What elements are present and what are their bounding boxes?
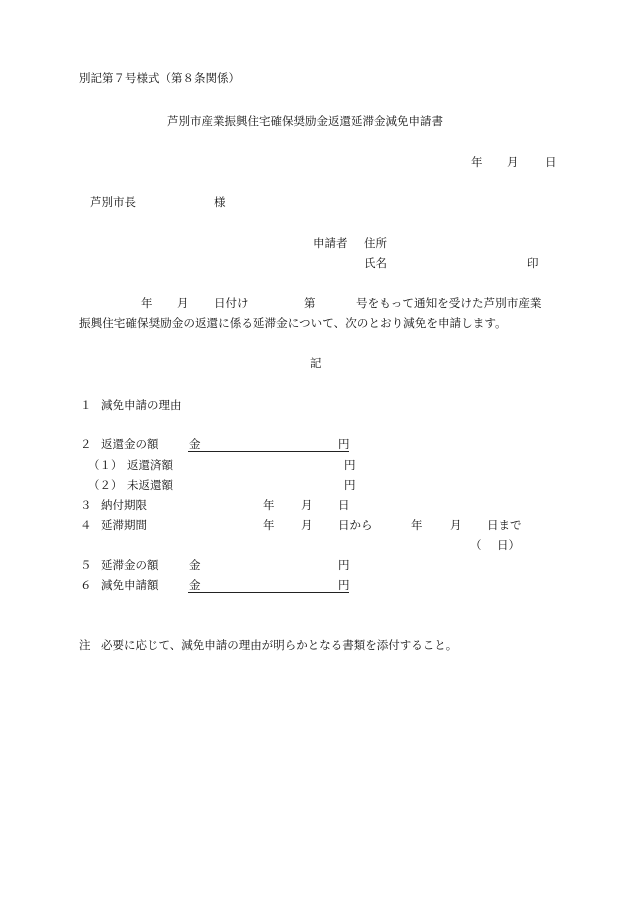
date-day: 日 [545,155,557,169]
body-month: 月 [177,296,189,310]
item5-number: ５ [80,558,92,572]
seal-mark: 印 [527,256,539,270]
item2-yen: 円 [338,437,350,451]
sub2-number: （２） [88,478,123,492]
body-year: 年 [141,296,153,310]
sub1-yen: 円 [344,458,356,472]
date-year: 年 [471,155,483,169]
item4-until: 日まで [487,518,522,532]
note-label: 注 [79,638,91,652]
item4-month: 月 [301,518,313,532]
item2-kin: 金 [189,437,201,451]
item1-number: １ [80,398,92,412]
item5-label: 延滞金の額 [101,558,159,572]
item4-month2: 月 [450,518,462,532]
item5-yen: 円 [338,558,350,572]
item4-from: 日から [338,518,373,532]
item6-label: 減免申請額 [101,578,159,592]
item2-number: ２ [80,437,92,451]
item4-days-close: 日） [497,538,520,552]
body-line2: 振興住宅確保奨励金の返還に係る延滞金について、次のとおり減免を申請します。 [79,316,507,330]
sub1-label: 返還済額 [127,458,173,472]
item3-number: ３ [80,498,92,512]
sub2-label: 未返還額 [127,478,173,492]
item4-days-open: （ [470,538,482,552]
item6-yen: 円 [338,578,350,592]
applicant-label: 申請者 [313,236,348,250]
form-id: 別記第７号様式（第８条関係） [79,71,240,85]
date-month: 月 [507,155,519,169]
body-line1-rest: 号をもって通知を受けた芦別市産業 [356,296,542,310]
item3-day: 日 [338,498,350,512]
body-dated: 日付け [214,296,249,310]
item4-number: ４ [80,518,92,532]
item4-label: 延滞期間 [101,518,147,532]
item3-year: 年 [263,498,275,512]
body-dai: 第 [304,296,316,310]
item5-kin: 金 [189,558,201,572]
note-text: 必要に応じて、減免申請の理由が明らかとなる書類を添付すること。 [101,638,458,652]
sub1-number: （１） [88,458,123,472]
item4-year2: 年 [411,518,423,532]
item1-label: 減免申請の理由 [101,398,182,412]
item3-label: 納付期限 [101,498,147,512]
ki-mark: 記 [310,356,322,370]
item6-amount-underline [188,592,349,593]
item6-kin: 金 [189,578,201,592]
item2-amount-underline [188,451,349,452]
item4-year: 年 [263,518,275,532]
item2-label: 返還金の額 [101,437,159,451]
addressee-name: 芦別市長 [90,195,136,209]
sub2-yen: 円 [344,478,356,492]
document-title: 芦別市産業振興住宅確保奨励金返還延滞金減免申請書 [167,114,443,128]
item6-number: ６ [80,578,92,592]
applicant-address-label: 住所 [364,236,387,250]
applicant-name-label: 氏名 [364,256,387,270]
item3-month: 月 [301,498,313,512]
addressee-honorific: 様 [214,195,226,209]
